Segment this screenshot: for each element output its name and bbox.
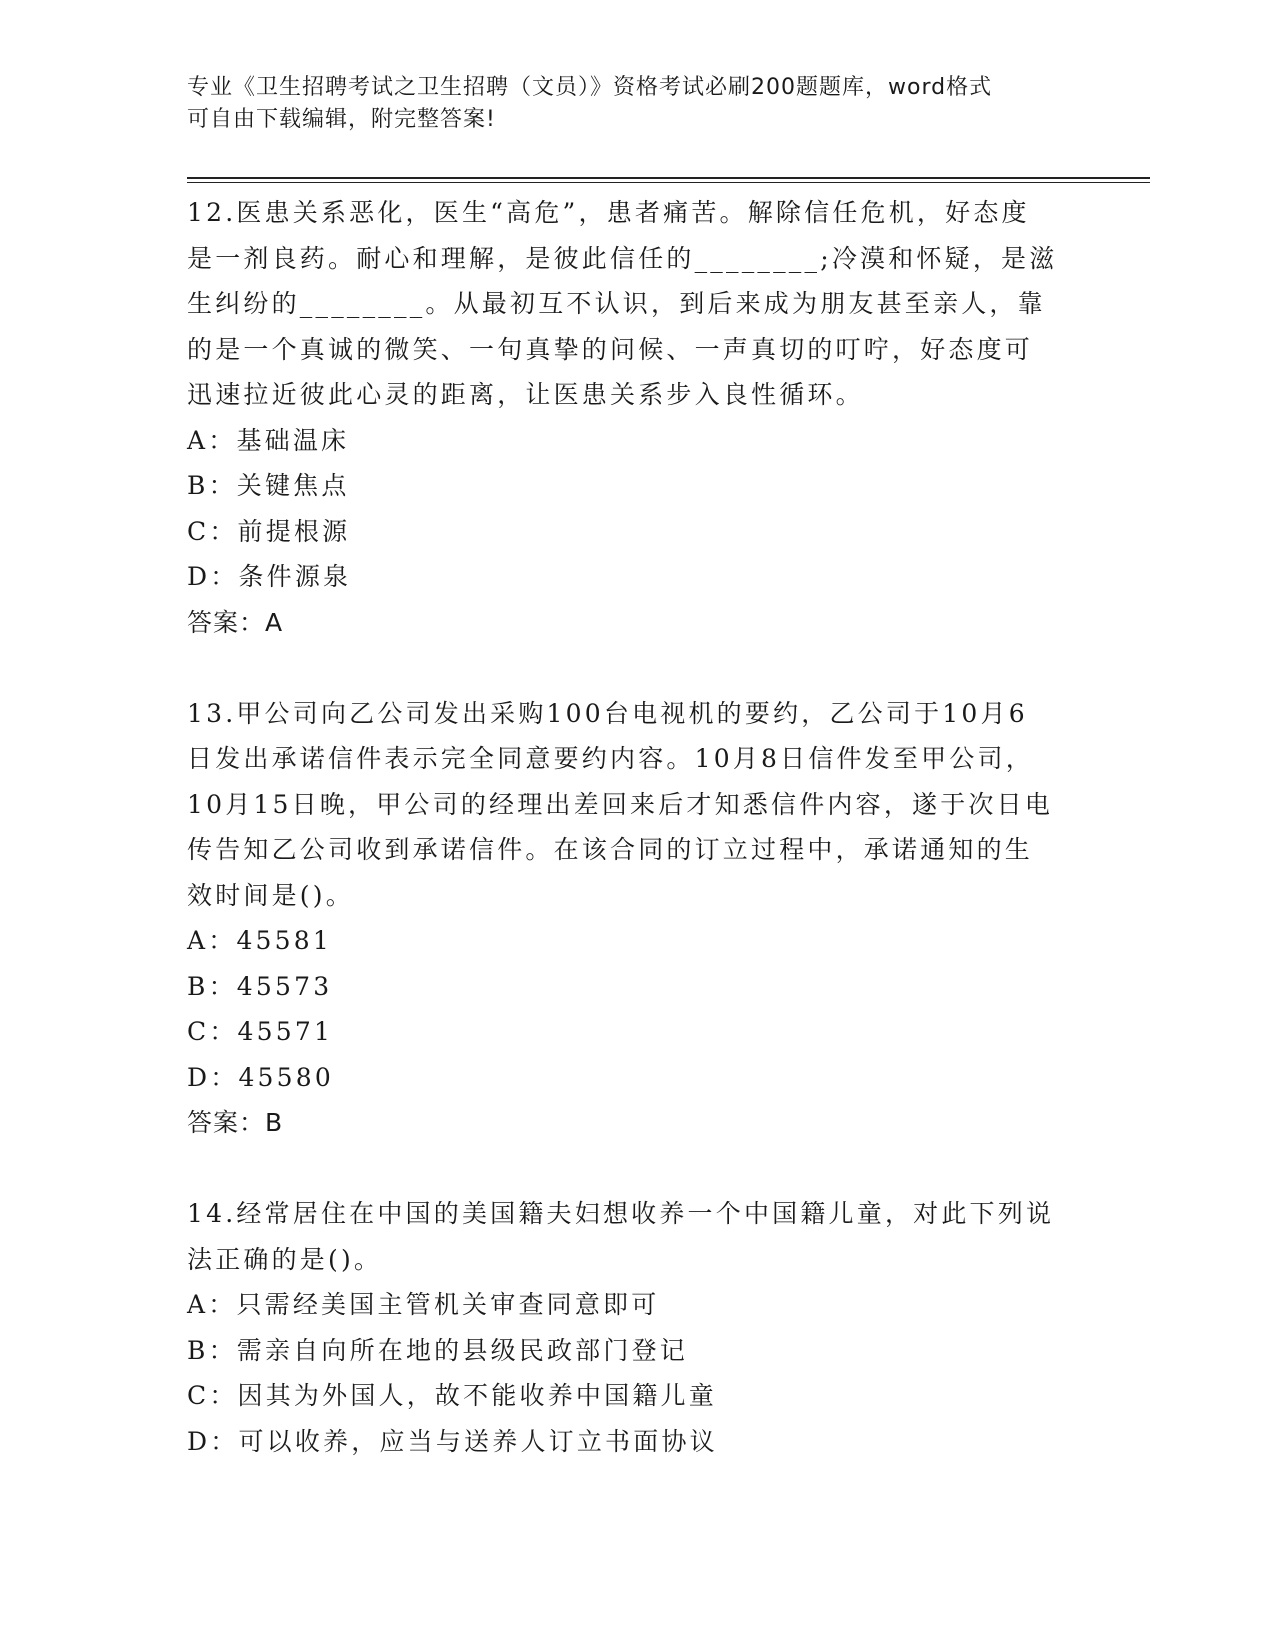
questions-list: [187, 190, 1087, 1464]
question-stem-line: 10月15日晚，甲公司的经理出差回来后才知悉信件内容，遂于次日电: [187, 789, 1054, 819]
question-stem-line: 日发出承诺信件表示完全同意要约内容。10月8日信件发至甲公司，: [187, 744, 1034, 773]
option-a: A：只需经美国主管机关审查同意即可: [187, 1290, 660, 1319]
question-stem-line: 12.医患关系恶化，医生“高危”，患者痛苦。解除信任危机，好态度: [187, 198, 1030, 227]
option-b: B：关键焦点: [187, 471, 350, 500]
option-c: C：因其为外国人，故不能收养中国籍儿童: [187, 1381, 717, 1410]
question-stem-line: 传告知乙公司收到承诺信件。在该合同的订立过程中，承诺通知的生: [187, 835, 1034, 864]
question-stem-line: 13.甲公司向乙公司发出采购100台电视机的要约，乙公司于10月6: [187, 698, 1028, 728]
header-line-2: 可自由下载编辑，附完整答案!: [187, 107, 496, 132]
question-stem-line: 迅速拉近彼此心灵的距离，让医患关系步入良性循环。: [187, 380, 864, 409]
question-13: [187, 691, 1087, 1146]
option-b: B：45573: [187, 971, 333, 1001]
option-d: D：条件源泉: [187, 562, 352, 591]
option-c: C：前提根源: [187, 516, 351, 546]
question-spacer: [187, 645, 1087, 691]
option-d: D：可以收养，应当与送养人订立书面协议: [187, 1426, 718, 1456]
question-stem-line: 14.经常居住在中国的美国籍夫妇想收养一个中国籍儿童，对此下列说: [187, 1199, 1055, 1228]
question-stem-line: 效时间是()。: [187, 880, 354, 910]
header-line-1: 专业《卫生招聘考试之卫生招聘（文员）》资格考试必刷200题题库，word格式: [187, 75, 993, 100]
answer-line: 答案：A: [187, 607, 284, 637]
option-d: D：45580: [187, 1062, 334, 1092]
question-12: [187, 190, 1087, 645]
option-b: B：需亲自向所在地的县级民政部门登记: [187, 1335, 688, 1365]
question-spacer: [187, 1146, 1087, 1192]
header-divider-thin: [187, 182, 1150, 183]
document-header: [187, 72, 1087, 136]
question-stem-line: 是一剂良药。耐心和理解，是彼此信任的________;冷漠和怀疑，是滋: [187, 243, 1058, 273]
option-c: C：45571: [187, 1017, 334, 1046]
option-a: A：基础温床: [187, 425, 350, 455]
question-stem-line: 法正确的是()。: [187, 1244, 383, 1274]
header-divider-thick: [187, 177, 1150, 179]
answer-line: 答案：B: [187, 1108, 284, 1137]
question-stem-line: 生纠纷的________。从最初互不认识，到后来成为朋友甚至亲人，靠: [187, 289, 1046, 318]
question-14: [187, 1191, 1087, 1464]
question-stem-line: 的是一个真诚的微笑、一句真挚的问候、一声真切的叮咛，好态度可: [187, 334, 1034, 364]
question-stem: [187, 190, 1087, 418]
question-stem: [187, 691, 1087, 919]
option-a: A：45581: [187, 926, 332, 955]
question-stem: [187, 1191, 1087, 1282]
